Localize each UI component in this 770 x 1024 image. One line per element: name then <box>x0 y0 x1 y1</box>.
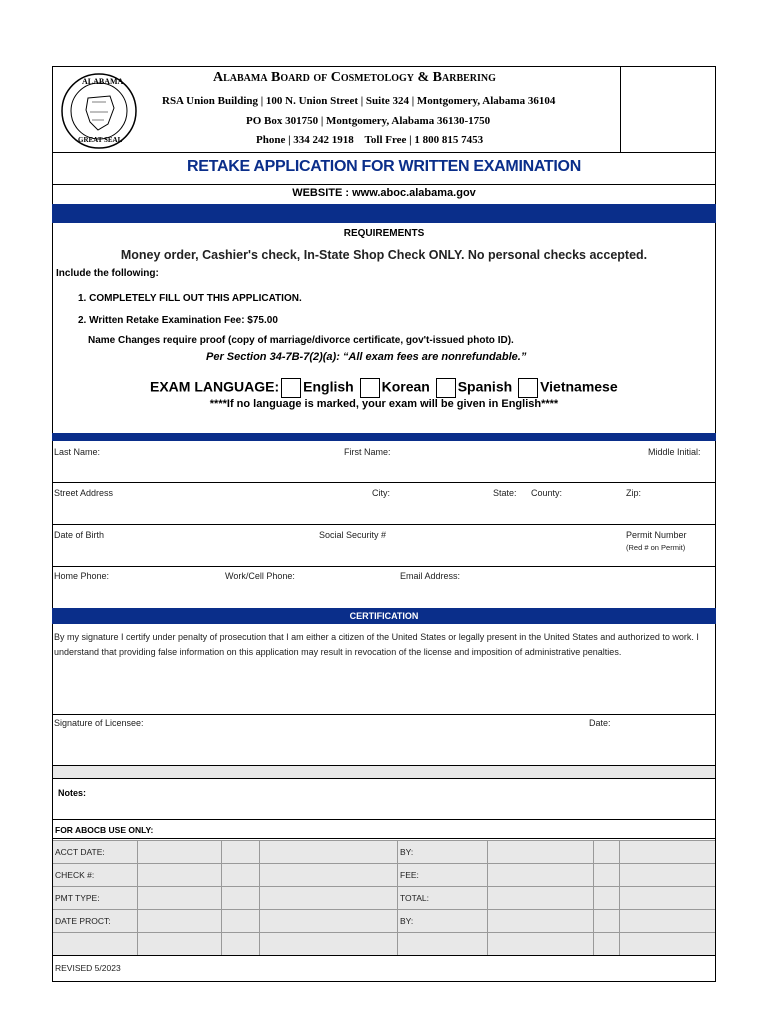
spanish-label: Spanish <box>457 378 513 395</box>
fee-label: FEE: <box>400 870 419 880</box>
street-label: Street Address <box>54 488 114 498</box>
state-label: State: <box>493 488 517 498</box>
date-proct-label: DATE PROCT: <box>55 916 111 926</box>
last-name-label: Last Name: <box>54 447 101 457</box>
by-label-1: BY: <box>400 847 414 857</box>
office-row-4 <box>53 909 715 932</box>
divider <box>52 819 716 820</box>
dob-label: Date of Birth <box>54 530 105 540</box>
county-label: County: <box>531 488 563 498</box>
english-checkbox[interactable] <box>281 378 301 398</box>
korean-label: Korean <box>381 378 430 395</box>
divider <box>52 778 716 779</box>
office-row-3 <box>53 886 715 909</box>
signature-label: Signature of Licensee: <box>54 718 144 728</box>
english-label: English <box>303 378 354 395</box>
notes-label: Notes: <box>58 788 87 798</box>
email-label: Email Address: <box>400 571 461 581</box>
office-row-5 <box>53 932 715 955</box>
spacer-row <box>53 766 715 778</box>
dob-input-area[interactable] <box>53 554 715 566</box>
board-address: RSA Union Building | 100 N. Union Street | Suite 324 | Montgomery, Alabama 36104 <box>162 95 556 107</box>
permit-label: Permit Number <box>626 530 687 540</box>
seal-bottom-text: GREAT SEAL <box>78 136 123 144</box>
city-label: City: <box>372 488 390 498</box>
vietnamese-checkbox[interactable] <box>518 378 538 398</box>
signature-input-area[interactable] <box>53 732 715 764</box>
certification-text: By my signature I certify under penalty of prosecution that I am either a citizen of the United States or legally present in the United States and authorized to work. I understand that providing false information on this application may result in revocation of the license and imposition of administrative penalties. <box>54 632 699 657</box>
pmt-type-label: PMT TYPE: <box>55 893 100 903</box>
spanish-checkbox[interactable] <box>436 378 456 398</box>
divider <box>52 482 716 483</box>
header-right-box <box>620 66 621 152</box>
requirement-item-2: 2. Written Retake Examination Fee: $75.00 <box>78 315 278 326</box>
board-po-box: PO Box 301750 | Montgomery, Alabama 36130-1750 <box>246 115 491 127</box>
exam-language-label: EXAM LANGUAGE: <box>150 378 280 395</box>
board-phone: Phone | 334 242 1918 Toll Free | 1 800 815 7453 <box>256 134 484 146</box>
board-name: Alabama Board of Cosmetology & Barbering <box>213 70 496 85</box>
name-changes-note: Name Changes require proof (copy of marriage/divorce certificate, gov't-issued photo ID). <box>88 335 514 346</box>
certification-heading: CERTIFICATION <box>349 611 419 621</box>
address-input-area[interactable] <box>53 501 715 523</box>
office-row-2 <box>53 863 715 886</box>
office-heading: FOR ABOCB USE ONLY: <box>55 825 154 835</box>
vietnamese-label: Vietnamese <box>540 378 618 395</box>
revised-date: REVISED 5/2023 <box>55 963 121 973</box>
work-phone-label: Work/Cell Phone: <box>225 571 295 581</box>
section-note: Per Section 34-7B-7(2)(a): “All exam fees are nonrefundable.” <box>206 351 527 363</box>
exam-language-row <box>150 378 618 398</box>
ssn-label: Social Security # <box>319 530 387 540</box>
total-label: TOTAL: <box>400 893 429 903</box>
divider <box>52 714 716 715</box>
zip-label: Zip: <box>626 488 642 498</box>
divider <box>52 152 716 153</box>
language-note: ****If no language is marked, your exam will be given in English**** <box>209 398 559 410</box>
acct-date-label: ACCT DATE: <box>55 847 105 857</box>
divider <box>52 524 716 525</box>
state-seal <box>60 72 138 150</box>
requirement-item-1: 1. COMPLETELY FILL OUT THIS APPLICATION. <box>78 293 302 304</box>
section-bar <box>52 204 716 223</box>
divider <box>52 184 716 185</box>
website: WEBSITE : www.aboc.alabama.gov <box>292 187 476 199</box>
divider <box>52 566 716 567</box>
seal-top-text: ALABAMA <box>82 77 124 86</box>
check-label: CHECK #: <box>55 870 95 880</box>
divider <box>52 838 716 839</box>
form-title: RETAKE APPLICATION FOR WRITTEN EXAMINATION <box>187 158 581 175</box>
include-label: Include the following: <box>56 268 159 279</box>
section-bar <box>52 433 716 441</box>
signature-date-label: Date: <box>589 718 611 728</box>
office-row-1 <box>53 840 715 863</box>
permit-note: (Red # on Permit) <box>626 543 686 552</box>
notes-input-area[interactable] <box>53 800 715 818</box>
divider <box>52 955 716 956</box>
name-input-area[interactable] <box>53 460 715 482</box>
phone-input-area[interactable] <box>53 584 715 606</box>
first-name-label: First Name: <box>344 447 391 457</box>
requirements-heading: REQUIREMENTS <box>343 228 425 239</box>
by-label-2: BY: <box>400 916 414 926</box>
payment-note: Money order, Cashier's check, In-State Shop Check ONLY. No personal checks accepted. <box>120 248 648 262</box>
home-phone-label: Home Phone: <box>54 571 110 581</box>
middle-initial-label: Middle Initial: <box>648 447 701 457</box>
korean-checkbox[interactable] <box>360 378 380 398</box>
